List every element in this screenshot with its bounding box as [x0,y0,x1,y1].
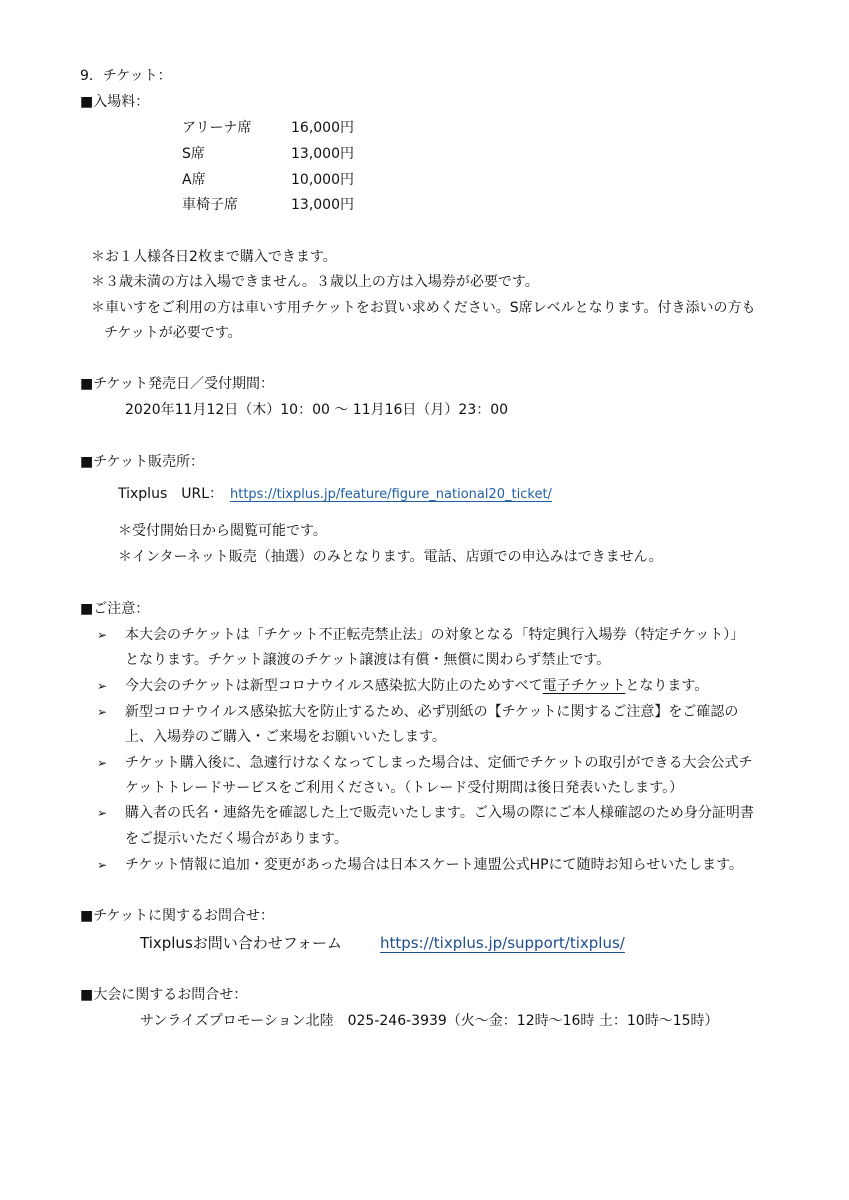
caution-item-3-line2: 上、入場券のご購入・ご来場をお願いいたします。 [125,729,446,745]
fee-seat-wheelchair: 車椅子席 [182,197,238,213]
outlet-url-link[interactable]: https://tixplus.jp/feature/figure_national20_ticket/ [230,487,552,502]
fee-note-wheelchair: ＊車いすをご利用の方は車いす用チケットをお買い求めください。S席レベルとなります。付き添いの方も [91,300,756,316]
outlet-label: Tixplus URL： [118,486,224,502]
ticket-contact-heading: ■チケットに関するお問合せ： [80,908,274,924]
caution-item-4-line1: チケット購入後に、急遽行けなくなってしまった場合は、定価でチケットの取引ができる大会公式チ [125,755,753,771]
fee-price-s: 13,000円 [291,146,354,162]
ticket-contact-label: Tixplusお問い合わせフォーム [140,934,343,952]
outlet-note-viewing: ＊受付開始日から閲覧可能です。 [118,523,327,539]
caution-heading: ■ご注意： [80,601,150,617]
arrow-bullet-icon: ➢ [97,705,108,719]
outlet-note-internet: ＊インターネット販売（抽選）のみとなります。電話、店頭での申込みはできません。 [118,549,663,565]
event-contact-text: サンライズプロモーション北陸 025-246-3939（火～金：12時～16時 土：10時～15時） [140,1013,719,1029]
caution-item-2-electronic: 電子チケット [542,678,626,694]
caution-item-6: チケット情報に追加・変更があった場合は日本スケート連盟公式HPにて随時お知らせいたします。 [125,857,744,873]
sale-period-heading: ■チケット発売日／受付期間： [80,376,274,392]
sale-period-text: 2020年11月12日（木）10：00 ～ 11月16日（月）23：00 [125,402,509,418]
event-contact-heading: ■大会に関するお問合せ： [80,987,248,1003]
caution-item-2-post: となります。 [625,678,709,694]
arrow-bullet-icon: ➢ [97,679,108,693]
caution-item-5-line2: をご提示いただく場合があります。 [125,831,348,847]
fee-seat-a: A席 [182,172,206,188]
fee-price-arena: 16,000円 [291,120,354,136]
caution-item-3-line1: 新型コロナウイルス感染拡大を防止するため、必ず別紙の【チケットに関するご注意】をご確認の [125,704,739,720]
fee-seat-s: S席 [182,146,205,162]
outlet-heading: ■チケット販売所： [80,454,204,470]
caution-item-1-line1: 本大会のチケットは「チケット不正転売禁止法」の対象となる「特定興行入場券（特定チケット）」 [125,627,745,643]
arrow-bullet-icon: ➢ [97,858,108,872]
fee-price-wheelchair: 13,000円 [291,197,354,213]
ticket-contact-url-link[interactable]: https://tixplus.jp/support/tixplus/ [380,934,625,952]
caution-item-5-line1: 購入者の氏名・連絡先を確認した上で販売いたします。ご入場の際にご本人様確認のため身分証明書 [125,805,754,821]
arrow-bullet-icon: ➢ [97,756,108,770]
arrow-bullet-icon: ➢ [97,806,108,820]
fee-seat-arena: アリーナ席 [182,120,252,136]
fee-price-a: 10,000円 [291,172,354,188]
caution-item-1-line2: となります。チケット譲渡のチケット譲渡は有償・無償に関わらず禁止です。 [125,652,611,668]
caution-item-4-line2: ケットトレードサービスをご利用ください。（トレード受付期間は後日発表いたします。） [125,780,684,796]
caution-item-2 [125,679,708,693]
fee-note-wheelchair-cont: チケットが必要です。 [104,325,242,341]
fee-note-limit: ＊お１人様各日2枚まで購入できます。 [91,249,337,265]
fees-heading: ■入場料： [80,94,150,110]
arrow-bullet-icon: ➢ [97,628,108,642]
section-title: 9．チケット： [80,68,172,84]
caution-item-2-pre: 今大会のチケットは新型コロナウイルス感染拡大防止のためすべて [125,678,543,694]
fee-note-age: ＊３歳未満の方は入場できません。３歳以上の方は入場券が必要です。 [91,274,539,290]
